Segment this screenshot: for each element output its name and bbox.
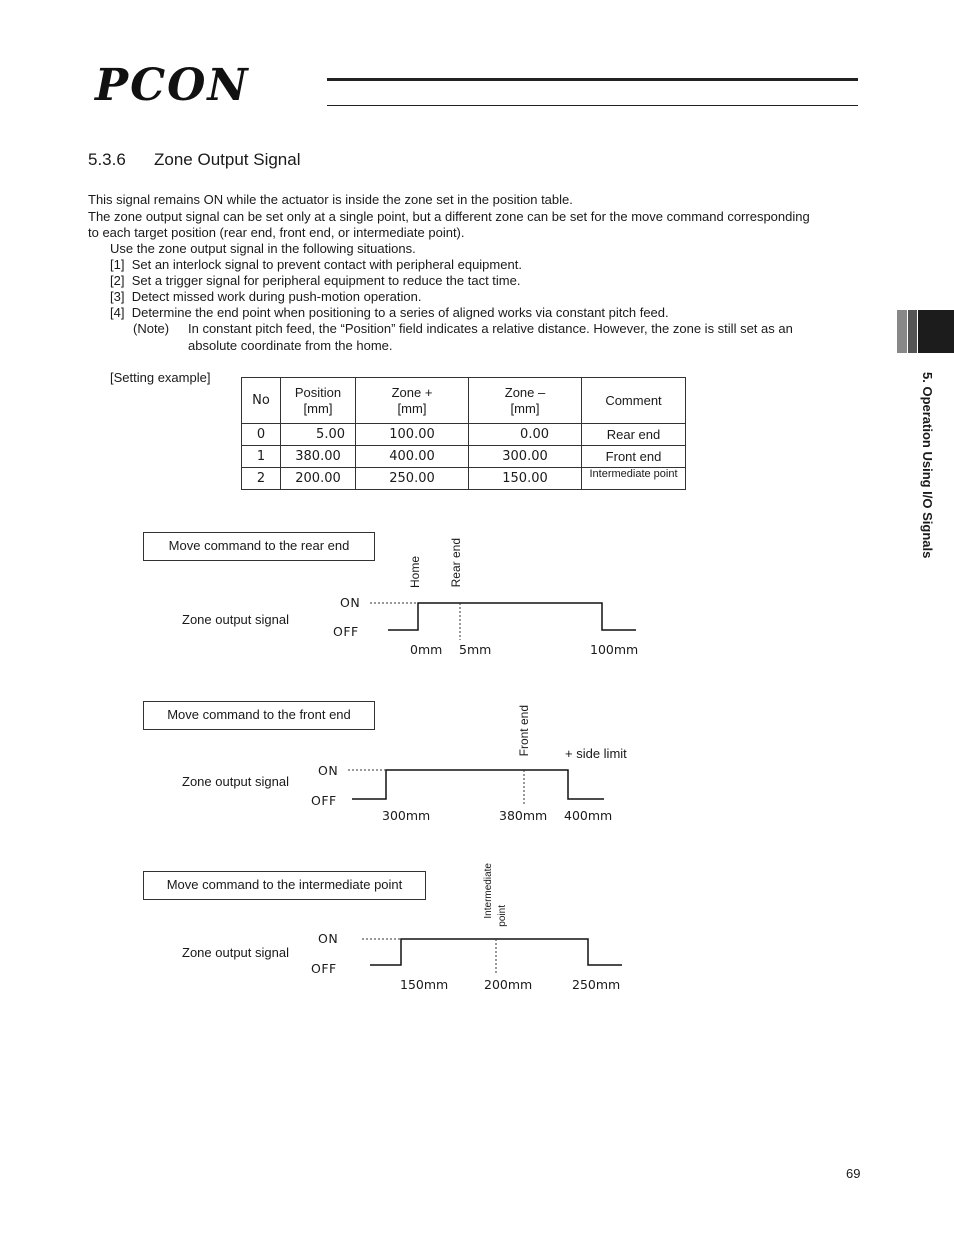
list-item-number: [2] bbox=[110, 273, 125, 288]
paragraph: The zone output signal can be set only at a single point, but a different zone can be set for the move command corresponding bbox=[88, 209, 810, 224]
section-number: 5.3.6 bbox=[88, 150, 126, 169]
front-end-marker-label: Front end bbox=[517, 705, 531, 757]
off-label: OFF bbox=[311, 793, 337, 808]
paragraph: to each target position (rear end, front end, or intermediate point). bbox=[88, 225, 465, 240]
header-line: Position bbox=[294, 384, 342, 400]
table-cell: Front end bbox=[582, 446, 686, 468]
paragraph: This signal remains ON while the actuator is inside the zone set in the position table. bbox=[88, 192, 573, 207]
tick-label: 380mm bbox=[499, 808, 548, 823]
chapter-label: 5. Operation Using I/O Signals bbox=[920, 372, 935, 559]
section-title: Zone Output Signal bbox=[154, 150, 301, 169]
list-item-text: Set an interlock signal to prevent contact with peripheral equipment. bbox=[131, 257, 522, 272]
off-label: OFF bbox=[333, 624, 359, 639]
column-header: Comment bbox=[582, 378, 686, 424]
tick-label: 5mm bbox=[459, 642, 492, 657]
zone-output-signal-label: Zone output signal bbox=[182, 612, 289, 627]
tick-label: 250mm bbox=[572, 977, 621, 992]
table-cell: 200.00 bbox=[281, 468, 356, 490]
setting-example-label: [Setting example] bbox=[110, 370, 211, 385]
tick-label: 400mm bbox=[564, 808, 613, 823]
table-cell: 2 bbox=[242, 468, 281, 490]
header-line: Zone – bbox=[504, 384, 546, 400]
list-item-number: [1] bbox=[110, 257, 125, 272]
on-label: ON bbox=[318, 763, 339, 778]
column-header: No bbox=[242, 378, 281, 424]
tick-label: 100mm bbox=[590, 642, 639, 657]
table-cell: 1 bbox=[242, 446, 281, 468]
table-cell: 5.00 bbox=[281, 424, 356, 446]
paragraph: Use the zone output signal in the following situations. bbox=[110, 241, 416, 256]
table-cell: 0 bbox=[242, 424, 281, 446]
list-item-text: Set a trigger signal for peripheral equipment to reduce the tact time. bbox=[131, 273, 521, 288]
table-cell: Intermediate point bbox=[582, 468, 686, 490]
tick-label: 300mm bbox=[382, 808, 431, 823]
dotted-guides bbox=[362, 939, 496, 975]
table-cell: Rear end bbox=[582, 424, 686, 446]
home-marker-label: Home bbox=[408, 556, 422, 589]
note-label: (Note) bbox=[133, 321, 170, 336]
page-number: 69 bbox=[846, 1166, 861, 1181]
rear-end-marker-label: Rear end bbox=[449, 538, 463, 588]
list-item-text: Determine the end point when positioning to a series of aligned works via constant pitch feed. bbox=[131, 305, 669, 320]
tick-label: 200mm bbox=[484, 977, 533, 992]
intermediate-marker-label: point bbox=[497, 905, 508, 927]
table-cell: 150.00 bbox=[469, 468, 582, 490]
list-item-text: Detect missed work during push-motion operation. bbox=[131, 289, 422, 304]
table-cell: 380.00 bbox=[281, 446, 356, 468]
header-line: Zone + bbox=[391, 384, 433, 400]
move-command-rear-end-box: Move command to the rear end bbox=[143, 532, 375, 561]
header-line: [mm] bbox=[510, 400, 540, 416]
header-line: [mm] bbox=[303, 400, 333, 416]
header-line: [mm] bbox=[397, 400, 427, 416]
plus-side-limit-label: + side limit bbox=[565, 746, 627, 761]
on-label: ON bbox=[340, 595, 361, 610]
zone-output-signal-label: Zone output signal bbox=[182, 774, 289, 789]
tick-label: 150mm bbox=[400, 977, 449, 992]
tick-label: 0mm bbox=[410, 642, 443, 657]
move-command-intermediate-box: Move command to the intermediate point bbox=[143, 871, 426, 900]
note-text: absolute coordinate from the home. bbox=[188, 338, 393, 353]
list-item-number: [4] bbox=[110, 305, 125, 320]
timing-waveform-front-end bbox=[352, 770, 604, 799]
on-label: ON bbox=[318, 931, 339, 946]
pcon-logo: PCON bbox=[95, 60, 250, 111]
timing-waveform-rear-end bbox=[388, 603, 636, 630]
list-item-number: [3] bbox=[110, 289, 125, 304]
off-label: OFF bbox=[311, 961, 337, 976]
intermediate-marker-label: Intermediate bbox=[483, 863, 494, 919]
table-cell: 100.00 bbox=[356, 424, 469, 446]
table-cell: 250.00 bbox=[356, 468, 469, 490]
dotted-guides bbox=[348, 770, 524, 806]
zone-output-signal-label: Zone output signal bbox=[182, 945, 289, 960]
note-text: In constant pitch feed, the “Position” field indicates a relative distance. However, the zone is still set as an bbox=[188, 321, 793, 336]
move-command-front-end-box: Move command to the front end bbox=[143, 701, 375, 730]
table-cell: 400.00 bbox=[356, 446, 469, 468]
dotted-guides bbox=[370, 603, 460, 640]
table-cell: 300.00 bbox=[469, 446, 582, 468]
table-cell: 0.00 bbox=[469, 424, 582, 446]
